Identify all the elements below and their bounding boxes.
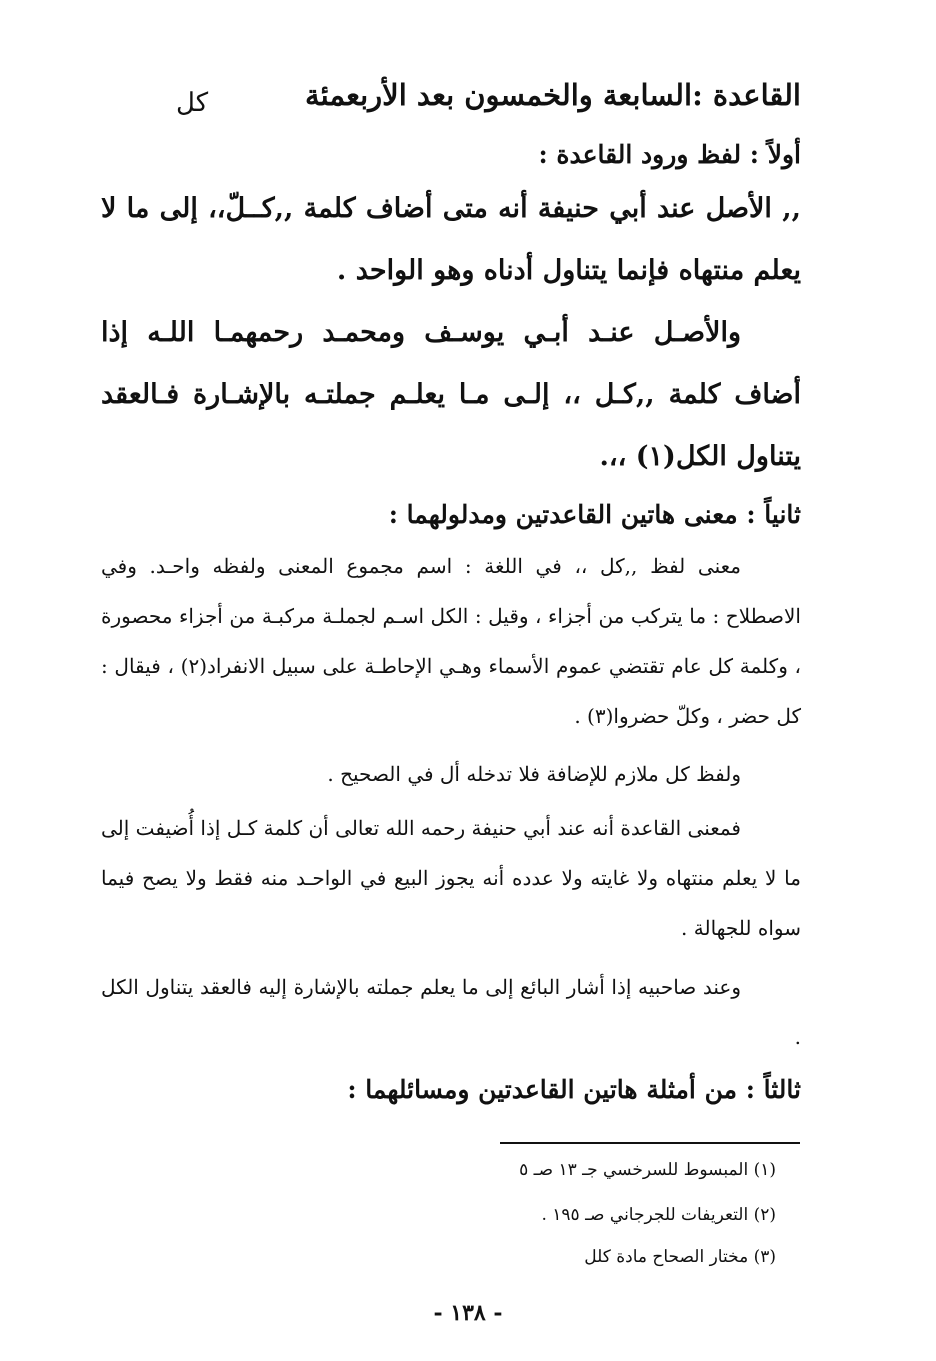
section-heading-third: ثالثاً : من أمثلة هاتين القاعدتين ومسائلهما : (347, 1075, 801, 1104)
paragraph-definition: معنى لفظ ,,كل ،، في اللغة : اسم مجموع المعنى ولفظه واحـد. وفي الاصطلاح : ما يتركب من أجزاء ، وقيل : الكل اسـم لجملـة مركبـة من أجزاء محصورة ، وكلمة كل عام تقتضي عموم الأسماء وهـي الإحاطـة على سبيل الانفراد(٢) ، فيقال : كل حضر ، وكلّ حضروا(٣) . (101, 554, 802, 728)
footnote: (٣) مختار الصحاح مادة كلل (584, 1247, 776, 1267)
section-heading-first: أولاً : لفظ ورود القاعدة : (538, 140, 801, 169)
rule-keyword: كل (176, 88, 209, 118)
footnote: (١) المبسوط للسرخسي جـ ١٣ صـ ٥ (519, 1160, 776, 1180)
section-heading-second: ثانياً : معنى هاتين القاعدتين ومدلولهما : (388, 500, 801, 529)
footnote-divider (500, 1142, 800, 1144)
footnote: (٢) التعريفات للجرجاني صـ ١٩٥ . (541, 1205, 776, 1225)
page-number: - ١٣٨ - (433, 1300, 503, 1326)
rule-quote-abu-hanifa: ,, الأصل عند أبي حنيفة أنه متى أضاف كلمة ,,كــلّ،، إلى ما لا يعلم منتهاه فإنما يتناول أدناه وهو الواحد . (101, 193, 801, 286)
paragraph-meaning: فمعنى القاعدة أنه عند أبي حنيفة رحمه الله تعالى أن كلمة كـل إذا أُضيفت إلى ما لا يعلم منتهاه ولا غايته ولا عدده أنه يجوز البيع في الواحـد منه فقط ولا يصح فيما سواه للجهالة . (101, 816, 801, 940)
rule-quote-companions: والأصـل عنـد أبـي يوسـف ومحمـد رحمهمـا اللـه إذا أضاف كلمة ,,كـل ،، إلـى مـا يعلـم جملتـه بالإشـارة فـالعقد يتناول الكل(١) ،،. (101, 317, 801, 472)
rule-title: القاعدة :السابعة والخمسون بعد الأربعمئة (305, 78, 801, 112)
paragraph-companions: وعند صاحبيه إذا أشار البائع إلى ما يعلم جملته بالإشارة إليه فالعقد يتناول الكل . (101, 975, 801, 1049)
paragraph-usage: ولفظ كل ملازم للإضافة فلا تدخله أل في الصحيح . (327, 762, 741, 786)
